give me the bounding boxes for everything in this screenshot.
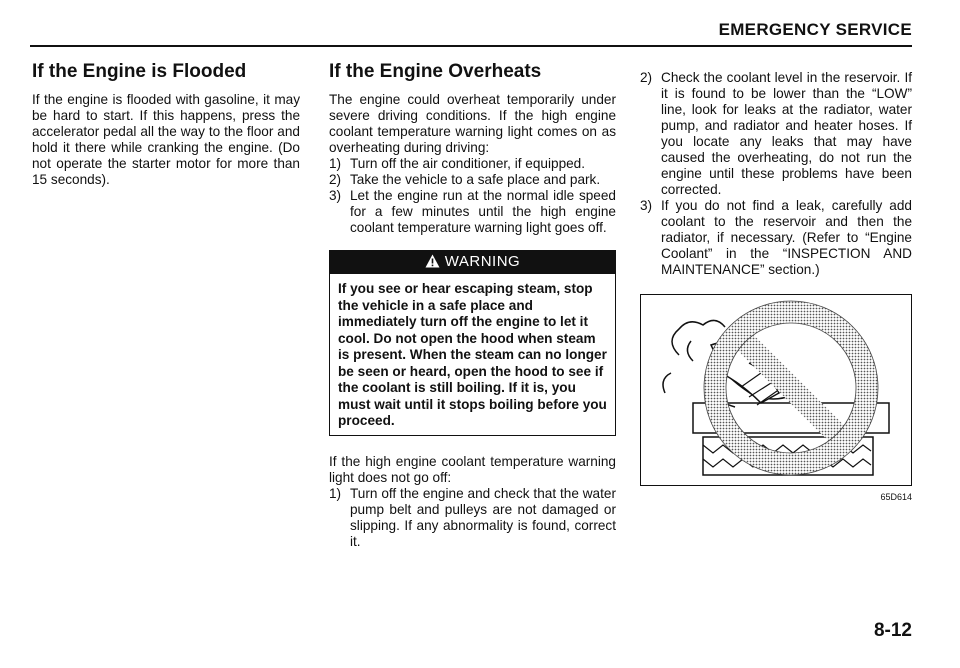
overheat-steps-list [329, 156, 616, 236]
figure-code: 65D614 [880, 492, 912, 502]
warning-label: WARNING [444, 253, 521, 270]
paragraph-overheat-intro: The engine could overheat temporarily under severe driving conditions. If the high engine coolant temperature warning light comes on as overheating during driving: [329, 92, 616, 155]
list-item: 2) Take the vehicle to a safe place and park. [329, 172, 601, 187]
warning-box [329, 250, 616, 436]
list-item: 3) Let the engine run at the normal idle speed for a few minutes until the high engine coolant temperature warning light goes off. [329, 188, 616, 235]
light-not-off-steps-list [329, 486, 616, 550]
heading-engine-overheats: If the Engine Overheats [329, 61, 542, 82]
radiator-warning-figure [640, 294, 912, 486]
coolant-steps-list [640, 70, 912, 278]
page-number: 8-12 [873, 620, 912, 641]
warning-header [330, 251, 615, 274]
heading-engine-flooded: If the Engine is Flooded [32, 61, 247, 82]
paragraph-light-not-off: If the high engine coolant temperature warning light does not go off: [329, 453, 616, 485]
list-item: 1) Turn off the engine and check that the water pump belt and pulleys are not damaged or slipping. If any abnormality is found, correct it. [329, 485, 616, 549]
list-item: 3) If you do not find a leak, carefully add coolant to the reservoir and then the radiator, if necessary. (Refer to “Engine Coolant” in the “INSPECTION AND MAINTENANCE” section.) [640, 198, 912, 277]
section-title: EMERGENCY SERVICE [718, 20, 912, 39]
no-open-radiator-cap-illustration [641, 295, 910, 484]
column-middle [329, 60, 616, 550]
paragraph-engine-flooded: If the engine is flooded with gasoline, it may be hard to start. If this happens, press the accelerator pedal all the way to the floor and hold it there while cranking the engine. (Do not operate the starter motor for more than 15 seconds). [32, 92, 300, 187]
list-item: 2) Check the coolant level in the reservoir. If it is found to be lower than the “LOW” line, look for leaks at the radiator, water pump, and radiator and heater hoses. If you locate any leaks that may have caused the overheating, do not run the engine until these problems have been corrected. [640, 70, 912, 197]
warning-text: If you see or hear escaping steam, stop the vehicle in a safe place and immediately turn off the engine to let it cool. Do not open the hood when steam is present. When the steam can no longer be seen or heard, open the hood to see if the coolant is still boiling. If it is, you must wait until it stops boiling before you proceed. [338, 281, 607, 428]
list-item: 1) Turn off the air conditioner, if equipped. [329, 156, 586, 171]
header-divider [30, 45, 912, 47]
warning-triangle-icon [425, 254, 440, 268]
column-right [640, 70, 912, 505]
column-left [32, 60, 300, 188]
